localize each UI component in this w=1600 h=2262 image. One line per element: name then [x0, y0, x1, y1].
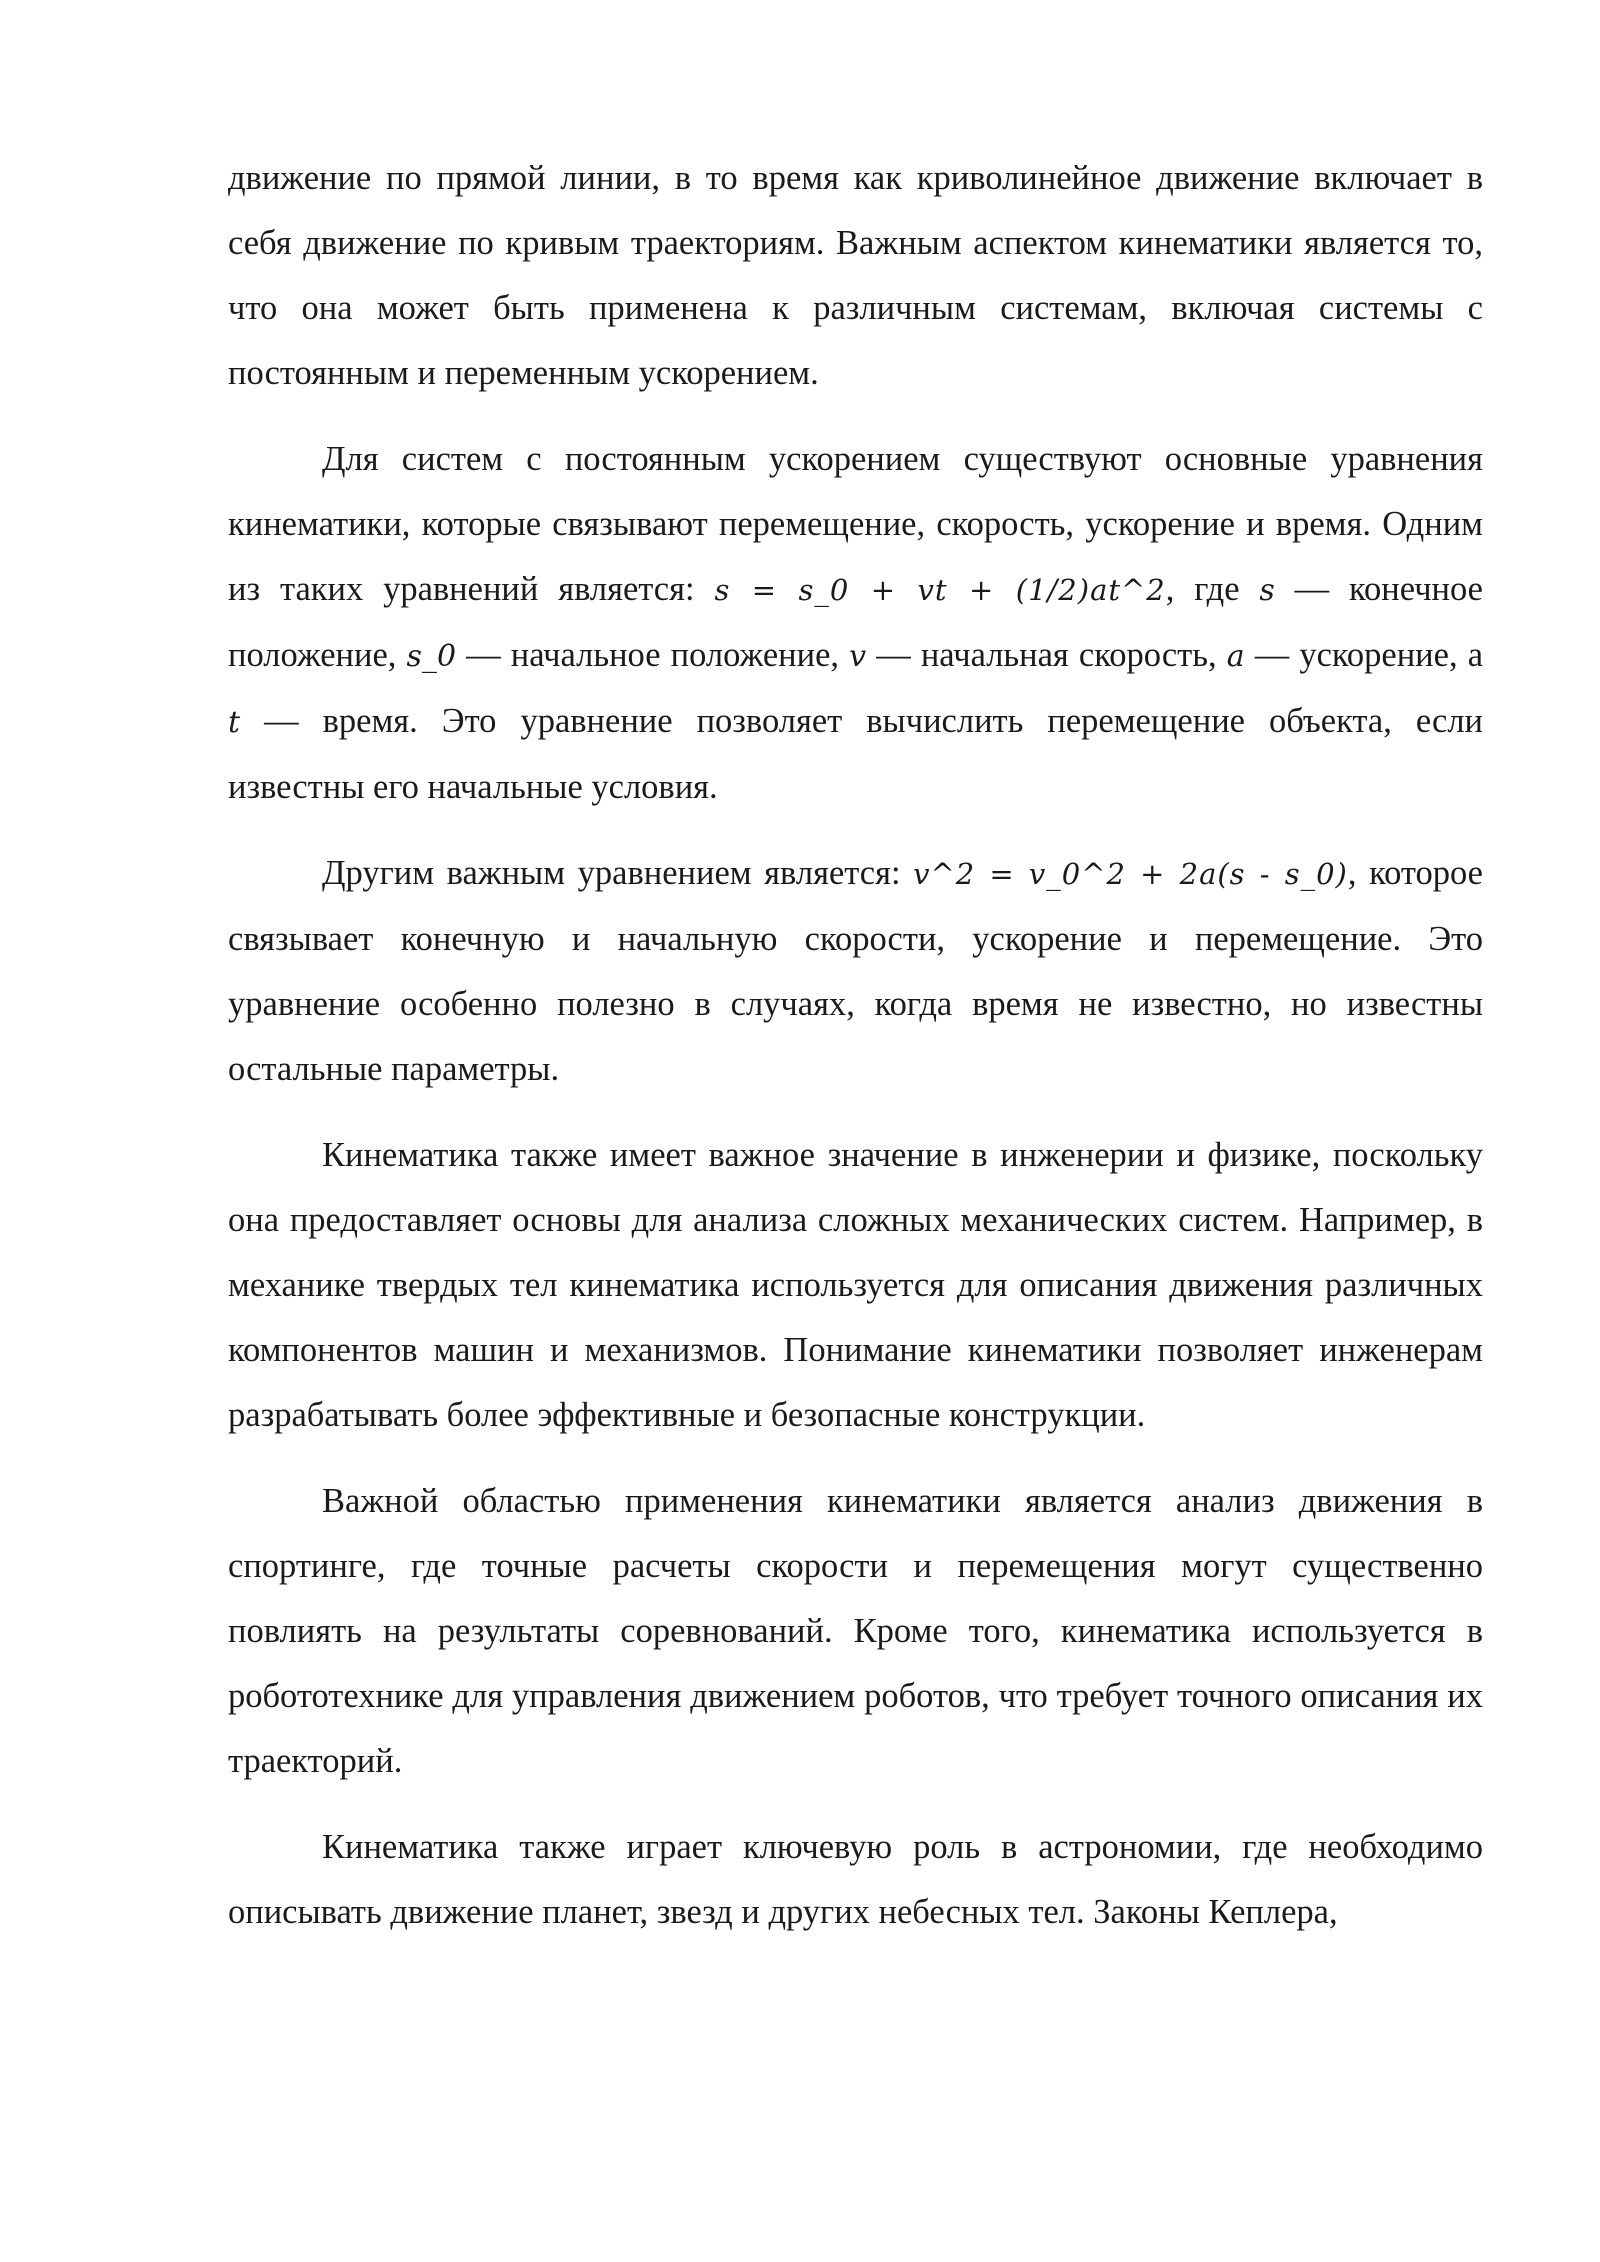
formula-variable: s_0 — [406, 639, 457, 674]
formula-variable: v — [849, 639, 867, 674]
body-text — [228, 146, 1483, 1966]
paragraph-text: — начальное положение, — [456, 636, 850, 674]
paragraph-text: — начальная скорость, — [866, 636, 1227, 674]
paragraph-text: — время. Это уравнение позволяет вычислить перемещение объекта, если известны его начальные условия. — [228, 702, 1483, 806]
paragraph-text: Другим важным уравнением является: — [322, 854, 914, 892]
paragraph — [228, 1123, 1483, 1448]
paragraph — [228, 841, 1483, 1102]
formula-variable: s — [1259, 573, 1275, 608]
paragraph-text: — конечное положение, — [228, 570, 1483, 674]
formula-variable: t — [228, 705, 241, 740]
paragraph — [228, 427, 1483, 820]
formula: s = s_0 + vt + (1/2)at^2 — [714, 573, 1166, 607]
paragraph-text: Кинематика также играет ключевую роль в астрономии, где необходимо описывать движение планет, звезд и других небесных тел. Законы Кеплера, — [228, 1828, 1483, 1931]
paragraph — [228, 1469, 1483, 1794]
formula: v^2 = v_0^2 + 2a(s - s_0) — [913, 857, 1348, 891]
paragraph — [228, 1815, 1483, 1945]
formula-variable: a — [1226, 639, 1245, 674]
paragraph-text: , где — [1165, 570, 1260, 608]
paragraph-text: Кинематика также имеет важное значение в инженерии и физике, поскольку она предоставляет основы для анализа сложных механических систем. Например, в механике твердых тел кинематика используется для описания движения различных компонентов машин и механизмов. Понимание кинематики позволяет инженерам разрабатывать более эффективные и безопасные конструкции. — [228, 1136, 1483, 1434]
paragraph-text: движение по прямой линии, в то время как криволинейное движение включает в себя движение по кривым траекториям. Важным аспектом кинематики является то, что она может быть применена к различным системам, включая системы с постоянным и переменным ускорением. — [228, 159, 1483, 392]
paragraph-text: Важной областью применения кинематики является анализ движения в спортинге, где точные расчеты скорости и перемещения могут существенно повлиять на результаты соревнований. Кроме того, кинематика используется в робототехнике для управления движением роботов, что требует точного описания их траекторий. — [228, 1482, 1483, 1780]
paragraph — [228, 146, 1483, 406]
paragraph-text: — ускорение, а — [1244, 636, 1484, 674]
paragraph-text: , которое связывает конечную и начальную скорости, ускорение и перемещение. Это уравнение особенно полезно в случаях, когда время не известно, но известны остальные параметры. — [228, 854, 1483, 1088]
paragraph-text: Для систем с постоянным ускорением существуют основные уравнения кинематики, которые связывают перемещение, скорость, ускорение и время. Одним из таких уравнений является: — [228, 440, 1483, 608]
